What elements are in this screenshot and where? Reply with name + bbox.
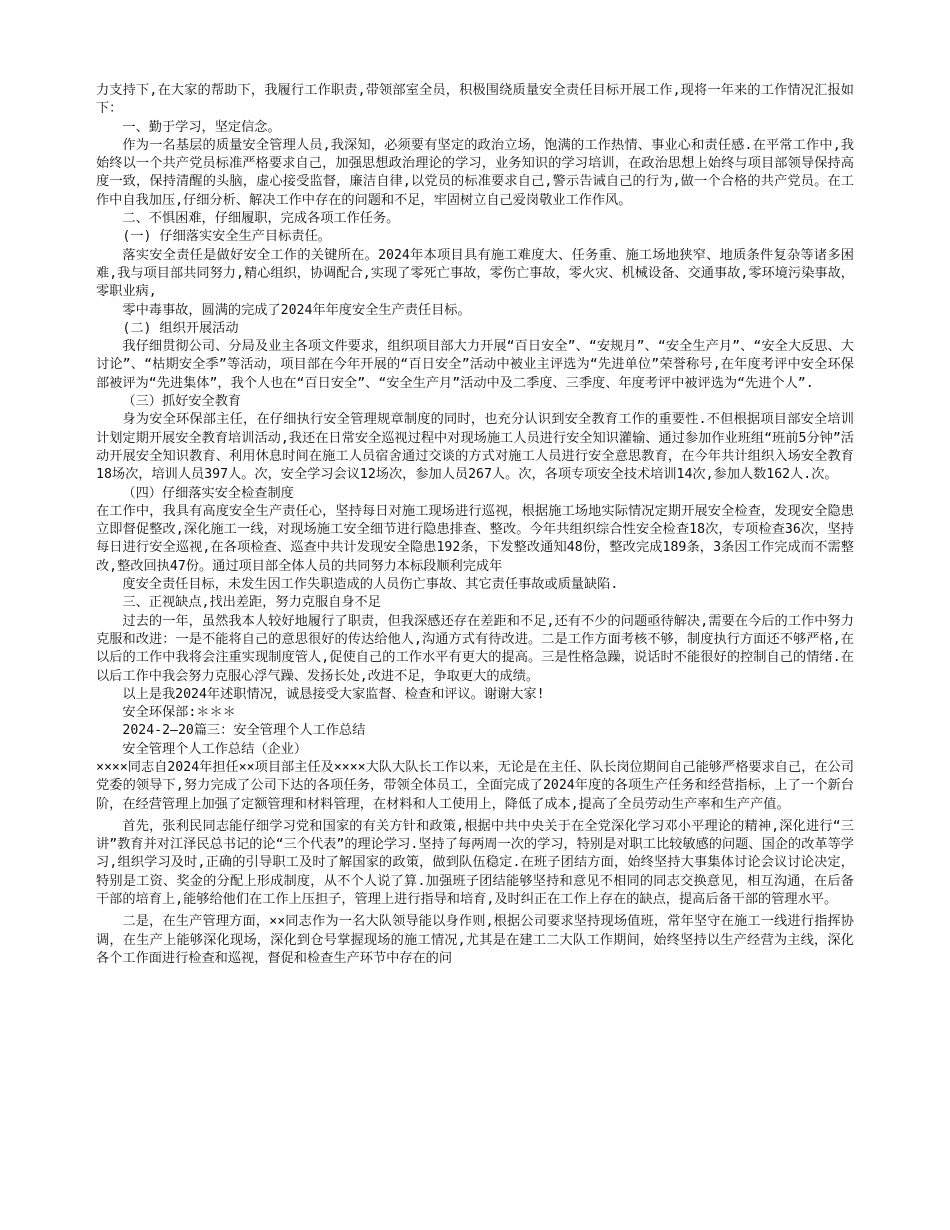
paragraph: 过去的一年，虽然我本人较好地履行了职责，但我深感还存在差距和不足,还有不少的问题亟待解决,需要在今后的工作中努力克服和改进：一是不能将自己的意思很好的传达给他人,沟通方式有待改进。二是工作方面考核不够，制度执行方面还不够严格,在以后的工作中我将会注重实现制度管人,促使自己的工作水平有更大的提高。三是性格急躁，说话时不能很好的控制自己的情绪.在以后工作中我会努力克服心浮气躁、发扬长处,改进不足，争取更大的成绩。 bbox=[96, 613, 854, 684]
paragraph: ××××同志自2024年担任××项目部主任及××××大队大队长工作以来，无论是在主任、队长岗位期间自己能够严格要求自己，在公司党委的领导下,努力完成了公司下达的各项任务，带领全体员工，全面完成了2024年度的各项生产任务和经营指标，上了一个新台阶，在经营管理上加强了定额管理和材料管理，在材料和人工使用上，降低了成本,提高了全员劳动生产率和生产产值。 bbox=[96, 759, 854, 812]
paragraph: (二) 组织开展活动 bbox=[122, 320, 239, 336]
paragraph: 身为安全环保部主任，在仔细执行安全管理规章制度的同时，也充分认识到安全教育工作的重要性.不但根据项目部安全培训计划定期开展安全教育培训活动,我还在日常安全巡视过程中对现场施工人员进行安全知识灌输、通过参加作业班组“班前5分钟”活动开展安全知识教育、利用休息时间在施工人员宿舍通过交谈的方式对施工人员进行安全意思教育，在今年共计组织入场安全教育18场次，培训人员397人。次，安全学习会议12场次，参加人员267人。次，各项专项安全技术培训14次,参加人数162人.次。 bbox=[96, 412, 854, 483]
document-body bbox=[96, 82, 854, 968]
paragraph: 首先，张利民同志能仔细学习党和国家的有关方针和政策,根据中共中央关于在全党深化学习邓小平理论的精神,深化进行“三讲”教育并对江泽民总书记的论“三个代表”的理论学习.坚持了每两周一次的学习，特别是对职工比较敏感的问题、国企的改革等学习,组织学习及时,正确的引导职工及时了解国家的政策，做到队伍稳定.在班子团结方面，始终坚持大事集体讨论会议讨论决定，特别是工资、奖金的分配上形成制度，从不个人说了算.加强班子团结能够坚持和意见不相同的同志交换意见，相互沟通，在后备干部的培育上,能够给他们在工作上压担子，管理上进行指导和培育,及时纠正在工作上存在的缺点，提高后备干部的管理水平。 bbox=[96, 818, 854, 908]
paragraph: 安全管理个人工作总结（企业） bbox=[122, 741, 308, 757]
paragraph: 二是，在生产管理方面，××同志作为一名大队领导能以身作则,根据公司要求坚持现场值班，常年坚守在施工一线进行指挥协调，在生产上能够深化现场，深化到仓号掌握现场的施工情况,尤其是在建工二大队工作期间，始终坚持以生产经营为主线，深化各个工作面进行检查和巡视，督促和检查生产环节中存在的问 bbox=[96, 914, 854, 966]
paragraph: 安全环保部:＊＊＊ bbox=[122, 705, 236, 721]
paragraph: 零中毒事故，圆满的完成了2024年年度安全生产责任目标。 bbox=[122, 302, 471, 318]
paragraph: （四）仔细落实安全检查制度 bbox=[122, 485, 294, 501]
paragraph: 我仔细贯彻公司、分局及业主各项文件要求，组织项目部大力开展“百日安全”、“安规月”、“安全生产月”、“安全大反思、大讨论”、“枯期安全季”等活动，项目部在今年开展的“百日安全”活动中被业主评选为“先进单位”荣誉称号,在年度考评中安全环保部被评为“先进集体”，我个人也在“百日安全”、“安全生产月”活动中及二季度、三季度、年度考评中被评选为“先进个人”. bbox=[96, 339, 854, 391]
paragraph: （三）抓好安全教育 bbox=[122, 394, 242, 410]
paragraph: 作为一名基层的质量安全管理人员,我深知，必须要有坚定的政治立场，饱满的工作热情、事业心和责任感.在平常工作中,我始终以一个共产党员标准严格要求自己，加强思想政治理论的学习，业务知识的学习培训，在政治思想上始终与项目部领导保持高度一致，保持清醒的头脑，虚心接受监督，廉洁自律,以党员的标准要求自己,警示告诫自己的行为,做一个合格的共产党员。在工作中自我加压,仔细分析、解决工作中存在的问题和不足，牢固树立自己爱岗敬业工作作风。 bbox=[96, 137, 854, 208]
paragraph: 2024-2—20篇三：安全管理个人工作总结 bbox=[122, 723, 366, 739]
paragraph: 落实安全责任是做好安全工作的关键所在。2024年本项目具有施工难度大、任务重、施工场地狭窄、地质条件复杂等诸多困难,我与项目部共同努力,精心组织，协调配合,实现了零死亡事故，零伤亡事故，零火灾、机械设备、交通事故,零环境污染事故，零职业病, bbox=[96, 247, 854, 300]
paragraph: (一) 仔细落实安全生产目标责任。 bbox=[122, 229, 331, 245]
paragraph: 力支持下,在大家的帮助下，我履行工作职责,带领部室全员，积极围绕质量安全责任目标开展工作,现将一年来的工作情况汇报如下： bbox=[96, 83, 854, 117]
paragraph: 一、勤于学习，坚定信念。 bbox=[122, 119, 281, 135]
paragraph: 二、不惧困难，仔细履职，完成各项工作任务。 bbox=[122, 211, 400, 227]
paragraph: 度安全责任目标，未发生因工作失职造成的人员伤亡事故、其它责任事故或质量缺陷. bbox=[122, 577, 619, 593]
paragraph: 三、正视缺点,找出差距，努力克服自身不足 bbox=[122, 595, 381, 611]
paragraph: 以上是我2024年述职情况，诚恳接受大家监督、检查和评议。谢谢大家! bbox=[122, 686, 545, 702]
paragraph: 在工作中，我具有高度安全生产责任心，坚持每日对施工现场进行巡视，根据施工场地实际情况定期开展安全检查，发现安全隐患立即督促整改,深化施工一线，对现场施工安全细节进行隐患排查、整改。今年共组织综合性安全检查18次，专项检查36次，坚持每日进行安全巡视,在各项检查、巡查中共计发现安全隐患192条，下发整改通知48份，整改完成189条，3条因工作完成而不需整改,整改回执47份。通过项目部全体人员的共同努力本标段顺利完成年 bbox=[96, 503, 854, 574]
